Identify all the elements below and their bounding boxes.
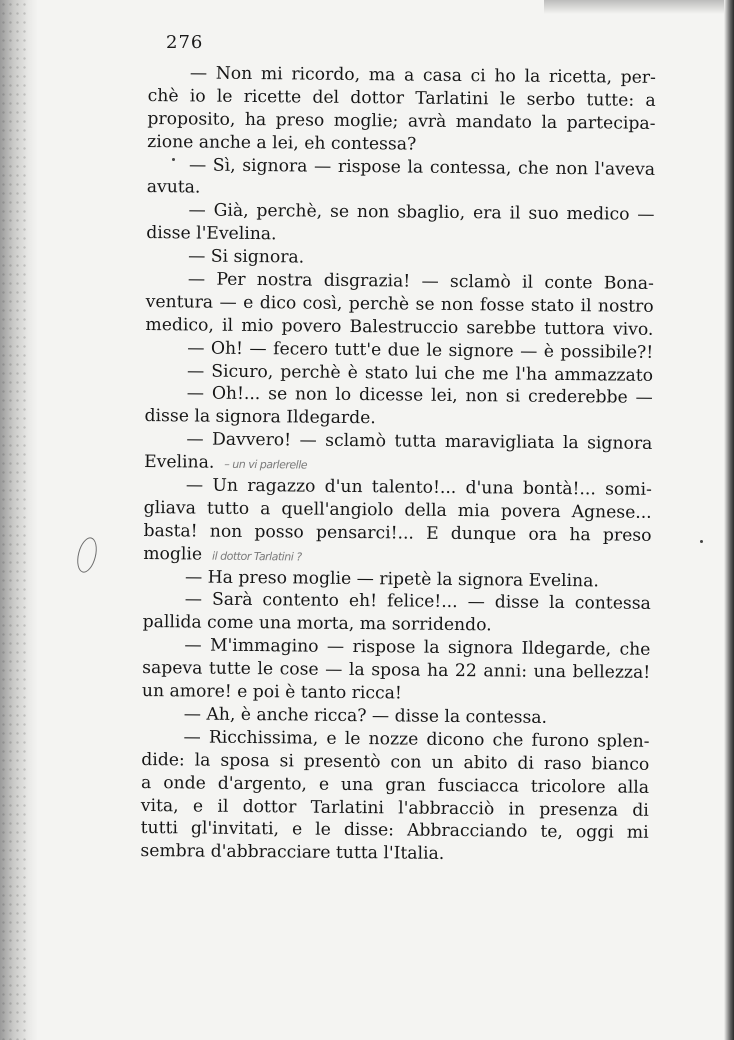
handwritten-annotation: – un vi parlerelle	[224, 457, 308, 472]
text-line-content: medico, il mio povero Balestruccio sarebbe tuttora vivo.	[145, 314, 654, 340]
gutter-texture	[0, 0, 30, 1040]
text-line-content: proposito, ha preso moglie; avrà mandato la partecipa-	[147, 108, 656, 134]
text-line-content: — Davvero! — sclamò tutta maravigliata la signora	[186, 429, 653, 455]
text-line-content: chè io le ricette del dottor Tarlatini le serbo tutte: a	[147, 85, 656, 111]
text-line-content: — Oh!... se non lo dicesse lei, non si crederebbe —	[186, 383, 653, 409]
text-line-content: moglie	[143, 543, 203, 565]
text-line-content: disse l'Evelina.	[146, 223, 277, 245]
text-line-content: — Ricchissima, e le nozze dicono che furono splen-	[183, 727, 650, 752]
text-line-content: — Per nostra disgrazia! — sclamò il conte Bona-	[187, 269, 654, 294]
text-line-content: ventura — e dico così, perchè se non fosse stato il nostro	[145, 291, 654, 317]
body-text	[140, 62, 656, 868]
text-line	[140, 840, 648, 868]
page-right-edge	[724, 0, 734, 1040]
text-line-content: — Sarà contento eh! felice!... — disse la contessa	[184, 589, 651, 615]
text-line-content: gliava tutto a quell'angiolo della mia povera Agnese...	[143, 497, 652, 523]
text-line-content: — Un ragazzo d'un talento!... d'una bontà!... somi-	[185, 475, 653, 500]
text-line-content: avuta.	[146, 177, 201, 198]
text-line-content: — Sicuro, perchè è stato lui che me l'ha ammazzato	[186, 360, 654, 386]
text-line-content: basta! non posso pensarci!... E dunque ora ha preso	[143, 520, 652, 546]
text-line-content: — Ah, è anche ricca? — disse la contessa.	[183, 704, 548, 728]
scan-smudge	[544, 0, 724, 14]
text-line-content: un amore! e poi è tanto ricca!	[141, 681, 402, 704]
handwritten-annotation: il dottor Tarlatini ?	[212, 549, 302, 564]
ink-speck	[700, 540, 703, 543]
text-line-content: — Sì, signora — rispose la contessa, che non l'aveva	[188, 154, 656, 180]
text-line-content: tutti gl'invitati, e le disse: Abbracciando te, oggi mi	[140, 818, 649, 844]
text-line-content: — Oh! — fecero tutt'e due le signore — è possibile?!	[187, 338, 654, 363]
text-line-content: disse la signora Ildegarde.	[144, 406, 376, 429]
text-line-content: a onde d'argento, e una gran fusciacca tricolore alla	[140, 772, 650, 798]
text-line-content: pallida come una morta, ma sorridendo.	[142, 612, 492, 636]
text-line-content: — M'immagino — rispose la signora Ildegarde, che	[184, 635, 651, 661]
text-line-content: sapeva tutte le cose — la sposa ha 22 anni: una bellezza!	[142, 658, 651, 684]
ink-speck	[172, 158, 175, 161]
text-line-content: vita, e il dottor Tarlatini l'abbracciò in presenza di	[140, 795, 649, 821]
text-line-content: dide: la sposa si presentò con un abito di raso bianco	[141, 749, 650, 775]
margin-pencil-mark	[74, 535, 100, 574]
text-line-content: sembra d'abbracciare tutta l'Italia.	[140, 841, 445, 865]
page-number: 276	[166, 32, 204, 53]
text-line-content: — Già, perchè, se non sbaglio, era il suo medico —	[188, 200, 655, 226]
text-line-content: Evelina.	[144, 452, 215, 473]
text-line-content: — Ha preso moglie — ripetè la signora Evelina.	[184, 566, 599, 591]
text-line-content: zione anche a lei, eh contessa?	[147, 131, 417, 155]
text-line-content: — Si signora.	[188, 246, 305, 268]
text-line-content: — Non mi ricordo, ma a casa ci ho la ricetta, per-	[189, 63, 656, 88]
